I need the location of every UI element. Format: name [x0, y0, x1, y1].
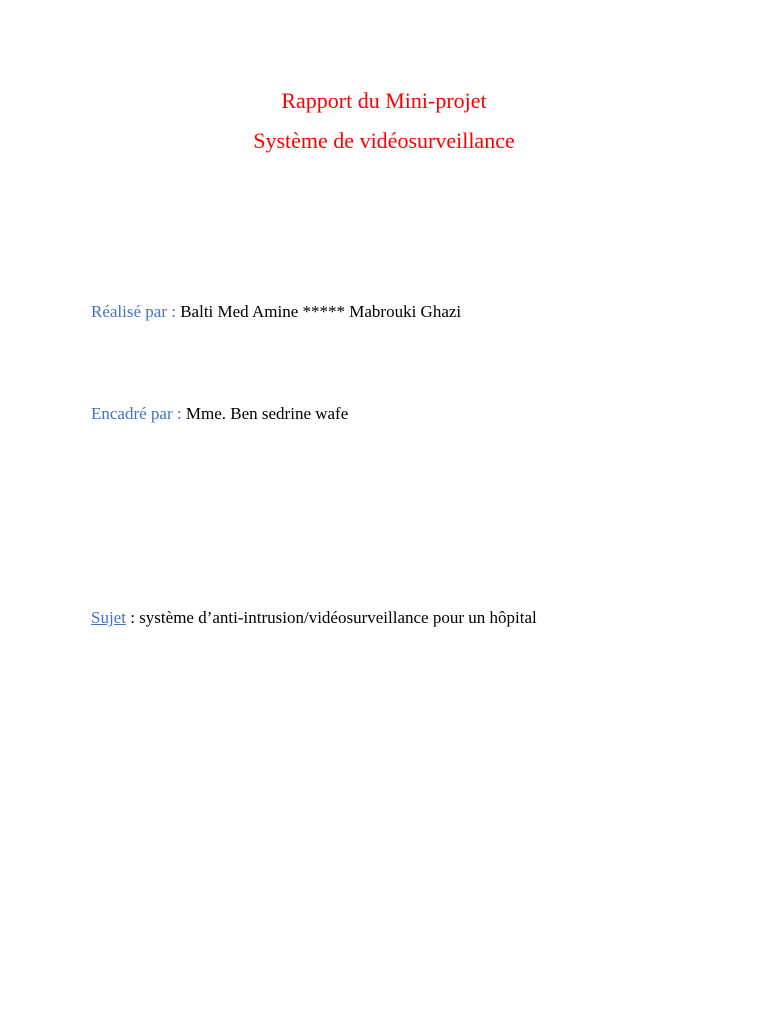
realise-par-label: Réalisé par :	[91, 302, 181, 321]
sujet-separator: :	[125, 608, 140, 627]
supervisor-value: Mme. Ben sedrine wafe	[185, 404, 349, 423]
sujet-label: Sujet	[91, 608, 126, 627]
report-subtitle: Système de vidéosurveillance	[253, 128, 515, 153]
authors-value: Balti Med Amine ***** Mabrouki Ghazi	[180, 302, 462, 321]
sujet-value: système d’anti-intrusion/vidéosurveillance pour un hôpital	[139, 608, 537, 627]
report-title: Rapport du Mini-projet	[281, 88, 487, 113]
sujet-line	[91, 607, 537, 629]
encadre-par-label: Encadré par :	[91, 404, 186, 423]
realise-par-line	[91, 301, 461, 323]
encadre-par-line	[91, 403, 348, 425]
